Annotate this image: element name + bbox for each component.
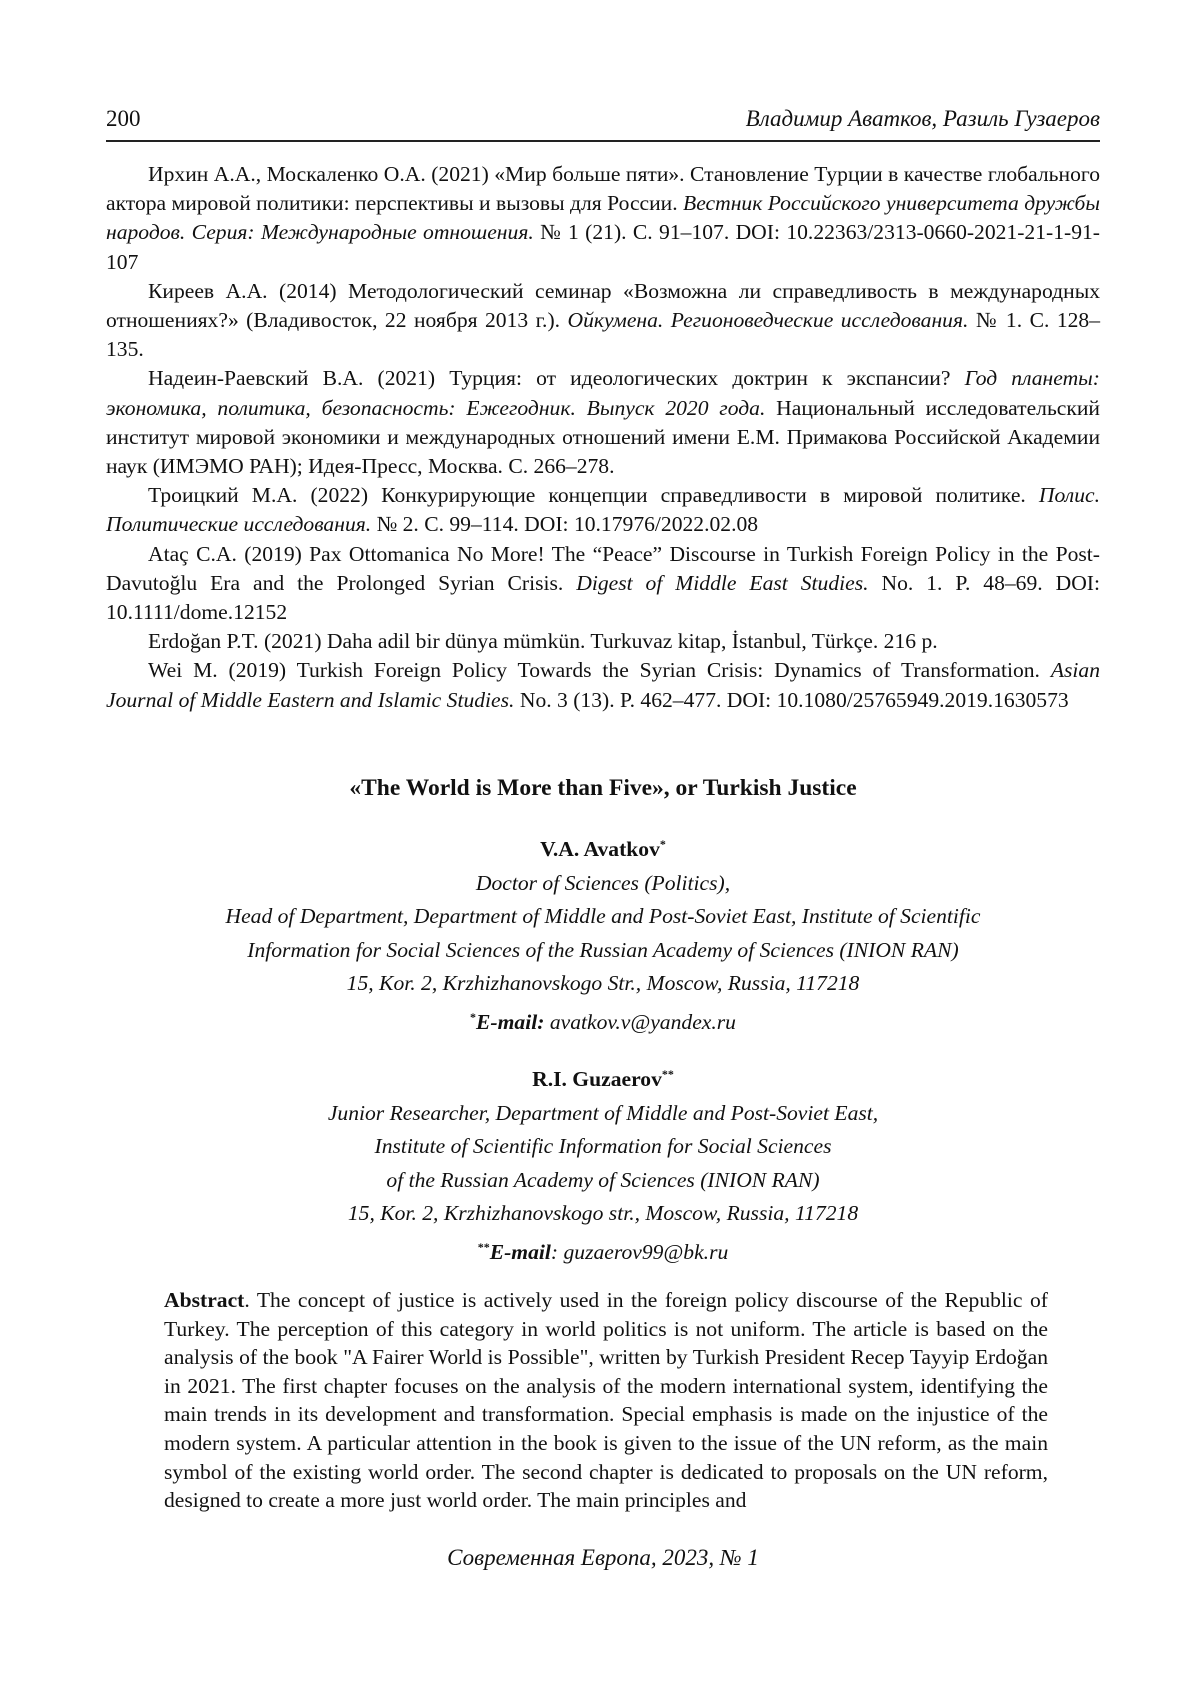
reference-text: Надеин-Раевский В.А. (2021) Турция: от идеологических доктрин к экспансии? [148,366,951,391]
reference-item [106,481,1100,539]
reference-tail: № 2. С. 99–114. DOI: 10.17976/2022.02.08 [376,512,759,537]
author-affiliation: Information for Social Sciences of the Russian Academy of Sciences (INION RAN) [247,937,959,962]
author-mark: * [659,837,666,851]
author-email[interactable]: : guzaerov99@bk.ru [550,1239,729,1264]
author-name: R.I. Guzaerov [532,1067,662,1091]
author-email[interactable]: avatkov.v@yandex.ru [549,1009,736,1034]
reference-item [106,277,1100,365]
page [106,0,1100,1694]
author-email-line [106,1001,1100,1040]
reference-tail: Национальный исследовательский институт мировой экономики и международных отношений имени Е.М. Примакова Российской Академии наук (ИМЭМО РАН); Идея-Пресс, Москва. С. 266–278. [106,395,1100,479]
author-address: 15, Kor. 2, Krzhizhanovskogo str., Moscow, Russia, 117218 [347,1201,859,1226]
email-mark: ** [477,1239,490,1254]
reference-text: Erdoğan P.T. (2021) Daha adil bir dünya mümkün. Turkuvaz kitap, İstanbul, Türkçe. 216 p. [148,629,938,654]
author-mark: ** [661,1067,674,1081]
reference-source: Asian Journal of Middle Eastern and Islamic Studies. [106,658,1100,712]
author-affiliation: Doctor of Sciences (Politics), [475,870,731,895]
abstract-label: Abstract [164,1288,245,1312]
page-footer: Современная Европа, 2023, № 1 [447,1545,759,1570]
reference-tail: № 1. С. 128–135. [106,308,1101,362]
reference-text: Ataç C.A. (2019) Pax Ottomanica No More! The “Peace” Discourse in Turkish Foreign Policy in the Post-Davutoğlu Era and the Prolonged Syrian Crisis. [106,541,1100,595]
author-address: 15, Kor. 2, Krzhizhanovskogo Str., Moscow, Russia, 117218 [346,971,860,996]
author-affiliation: Institute of Scientific Information for Social Sciences [374,1134,832,1159]
running-header-authors: Владимир Аватков, Разиль Гузаеров [745,106,1100,131]
author-affiliation: of the Russian Academy of Sciences (INION RAN) [386,1167,820,1192]
email-label: E-mail: [476,1009,545,1034]
reference-item [106,160,1100,277]
author-affiliation: Head of Department, Department of Middle and Post-Soviet East, Institute of Scientific [225,904,981,929]
reference-item [106,627,1100,656]
abstract [164,1286,1048,1515]
author-block [106,1058,1100,1270]
reference-text: Троицкий М.А. (2022) Конкурирующие концепции справедливости в мировой политике. [148,483,1026,508]
reference-item [106,656,1100,714]
reference-source: Вестник Российского университета дружбы народов. Серия: Международные отношения. [106,191,1100,245]
reference-source: Год планеты: экономика, политика, безопасность: Ежегодник. Выпуск 2020 года. [106,366,1100,420]
author-name: V.A. Avatkov [540,837,660,861]
email-label: E-mail [489,1239,551,1264]
reference-item [106,364,1100,481]
reference-item [106,540,1100,628]
author-name-line [106,1058,1100,1097]
email-mark: * [470,1009,477,1024]
page-number: 200 [106,106,141,131]
reference-tail: No. 1. P. 48–69. DOI: 10.1111/dome.12152 [106,570,1100,625]
reference-text: Киреев А.А. (2014) Методологический семинар «Возможна ли справедливость в международных отношениях?» (Владивосток, 22 ноября 2013 г.). [106,278,1100,333]
reference-source: Ойкумена. Регионоведческие исследования. [567,308,969,333]
reference-tail: No. 3 (13). P. 462–477. DOI: 10.1080/25765949.2019.1630573 [519,687,1069,712]
reference-list [106,160,1100,715]
reference-text: Wei M. (2019) Turkish Foreign Policy Towards the Syrian Crisis: Dynamics of Transformation. [148,658,1040,683]
reference-text: Ирхин А.А., Москаленко О.А. (2021) «Мир больше пяти». Становление Турции в качестве глобального актора мировой политики: перспективы и вызовы для России. [106,162,1100,216]
author-name-line [106,828,1100,867]
reference-source: Digest of Middle East Studies. [576,570,869,595]
abstract-text: . The concept of justice is actively used in the foreign policy discourse of the Republic of Turkey. The perception of this category in world politics is not uniform. The article is based on the analysis of the book "A Fairer World is Possible", written by Turkish President Recep Tayyip Erdoğan in 2021. The first chapter focuses on the analysis of the modern international system, identifying the main trends in its development and transformation. Special emphasis is made on the injustice of the modern system. A particular attention in the book is given to the issue of the UN reform, as the main symbol of the existing world order. The second chapter is dedicated to proposals on the UN reform, designed to create a more just world order. The main principles and [164,1288,1048,1513]
reference-source: Полис. Политические исследования. [106,483,1100,537]
author-affiliation: Junior Researcher, Department of Middle and Post-Soviet East, [327,1100,879,1125]
article-title: «The World is More than Five», or Turkish Justice [349,775,857,801]
author-block [106,828,1100,1040]
page-header [106,104,1100,142]
reference-tail: № 1 (21). С. 91–107. DOI: 10.22363/2313-0660-2021-21-1-91-107 [106,220,1100,274]
author-email-line [106,1231,1100,1270]
